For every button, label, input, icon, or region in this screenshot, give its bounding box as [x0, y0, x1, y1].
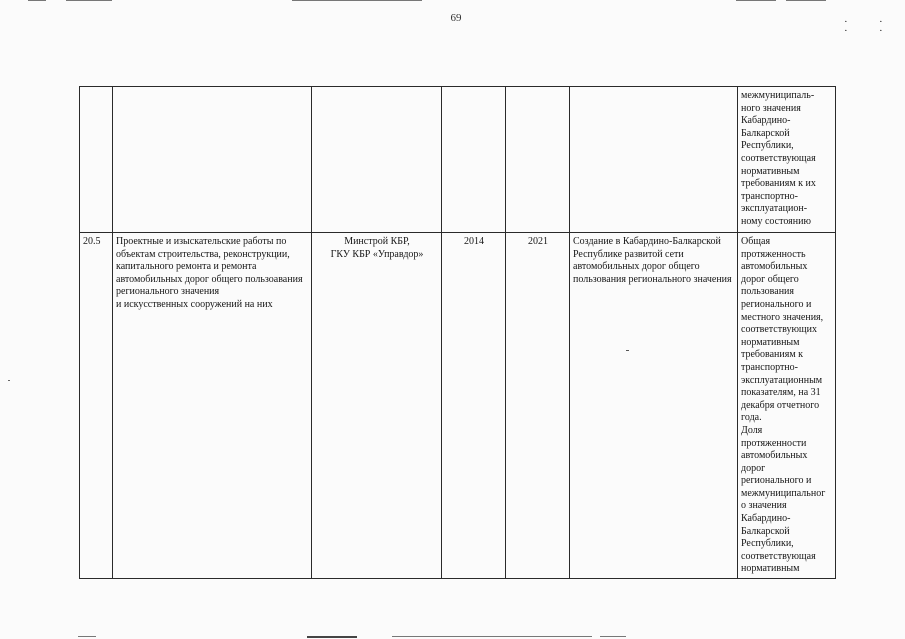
cell-start-year: [442, 87, 506, 233]
cell-indicator: Общая протяженность автомобильных дорог общего пользования регионального и местного значения, соответствующих нормативным требованиям к транспортно- эксплуатационным показателям, на 31 декабря отчетного года. Доля протяженности автомобильных дорог регионального и межмуниципальног о значения Кабардино- Балкарской Республики, соответствующая нормативным: [738, 233, 836, 579]
cell-work: Проектные и изыскательские работы по объектам строительства, реконструкции, капитального ремонта и ремонта автомобильных дорог общего пользоавания регионального значения и искусственных сооружений на них: [113, 233, 312, 579]
cell-executor: [312, 87, 442, 233]
scan-speck: [626, 350, 629, 351]
cell-end-year: [506, 87, 570, 233]
scan-artifact-top-center: [292, 0, 422, 1]
cell-result: [570, 87, 738, 233]
cell-number: 20.5: [80, 233, 113, 579]
scan-mark-right-2: · ·: [879, 16, 883, 37]
cell-result: Создание в Кабардино-Балкарской Республике развитой сети автомобильных дорог общего пользования регионального значения: [570, 233, 738, 579]
cell-indicator: межмуниципаль- ного значения Кабардино- Балкарской Республики, соответствующая нормативным требованиям к их транспортно- эксплуатацион- ному состоянию: [738, 87, 836, 233]
cell-executor: Минстрой КБР, ГКУ КБР «Управдор»: [312, 233, 442, 579]
scan-artifact-top-right-2: [786, 0, 826, 1]
program-table: [79, 86, 836, 579]
cell-work: [113, 87, 312, 233]
scan-mark-right-1: · ·: [844, 16, 848, 37]
cell-end-year: 2021: [506, 233, 570, 579]
table-row: [80, 233, 836, 579]
scan-artifact-bottom-center: [307, 636, 357, 638]
table-row: [80, 87, 836, 233]
scan-artifact-top-right: [736, 0, 776, 1]
scan-artifact-bottom-right: [600, 636, 626, 637]
cell-start-year: 2014: [442, 233, 506, 579]
cell-number: [80, 87, 113, 233]
scan-artifact-bottom-left: [78, 636, 96, 637]
scan-artifact-top-left: [28, 0, 46, 1]
scan-artifact-bottom-center-2: [392, 636, 592, 637]
scan-dot-left: [8, 380, 10, 381]
scan-artifact-top-left-2: [66, 0, 112, 1]
page-number: 69: [450, 12, 462, 24]
